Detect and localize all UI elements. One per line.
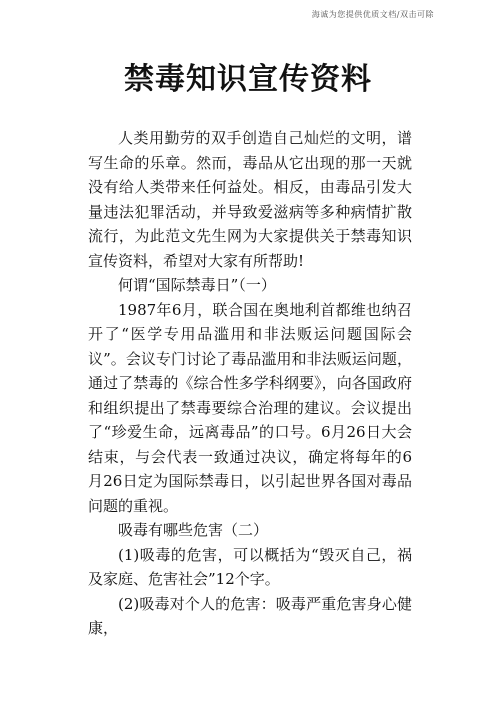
document-title: 禁毒知识宣传资料 xyxy=(124,62,372,97)
list-paragraph-2: (2)吸毒对个人的危害：吸毒严重危害身心健康， xyxy=(88,594,412,637)
intro-paragraph: 人类用勤劳的双手创造自己灿烂的文明，谱写生命的乐章。然而，毒品从它出现的那一天就没有给人类带来任何益处。相反，由毒品引发大量违法犯罪活动，并导致爱滋病等多种病情扩散流行，为此范文先生网为大家提供关于禁毒知识宣传资料，希望对大家有所帮助! xyxy=(88,129,412,270)
list-paragraph-1: (1)吸毒的危害，可以概括为“毁灭自己，祸及家庭、危害社会”12个字。 xyxy=(88,545,412,588)
section-heading-1: 何谓“国际禁毒日”（一） xyxy=(118,276,276,294)
section-heading-2: 吸毒有哪些危害（二） xyxy=(118,521,269,539)
body-paragraph: 1987年6月，联合国在奥地利首都维也纳召开了“医学专用品滥用和非法贩运问题国际会议”。会议专门讨论了毒品滥用和非法贩运问题，通过了禁毒的《综合性多学科纲要》，向各国政府和组织提出了禁毒要综合治理的建议。会议提出了“珍爱生命，远离毒品”的口号。6月26日大会结束，与会代表一致通过决议，确定将每年的6月26日定为国际禁毒日，以引起世界各国对毒品问题的重视。 xyxy=(88,300,412,515)
document-body xyxy=(88,126,412,641)
header-note: 海诚为您提供优质文档/双击可除 xyxy=(311,10,434,19)
